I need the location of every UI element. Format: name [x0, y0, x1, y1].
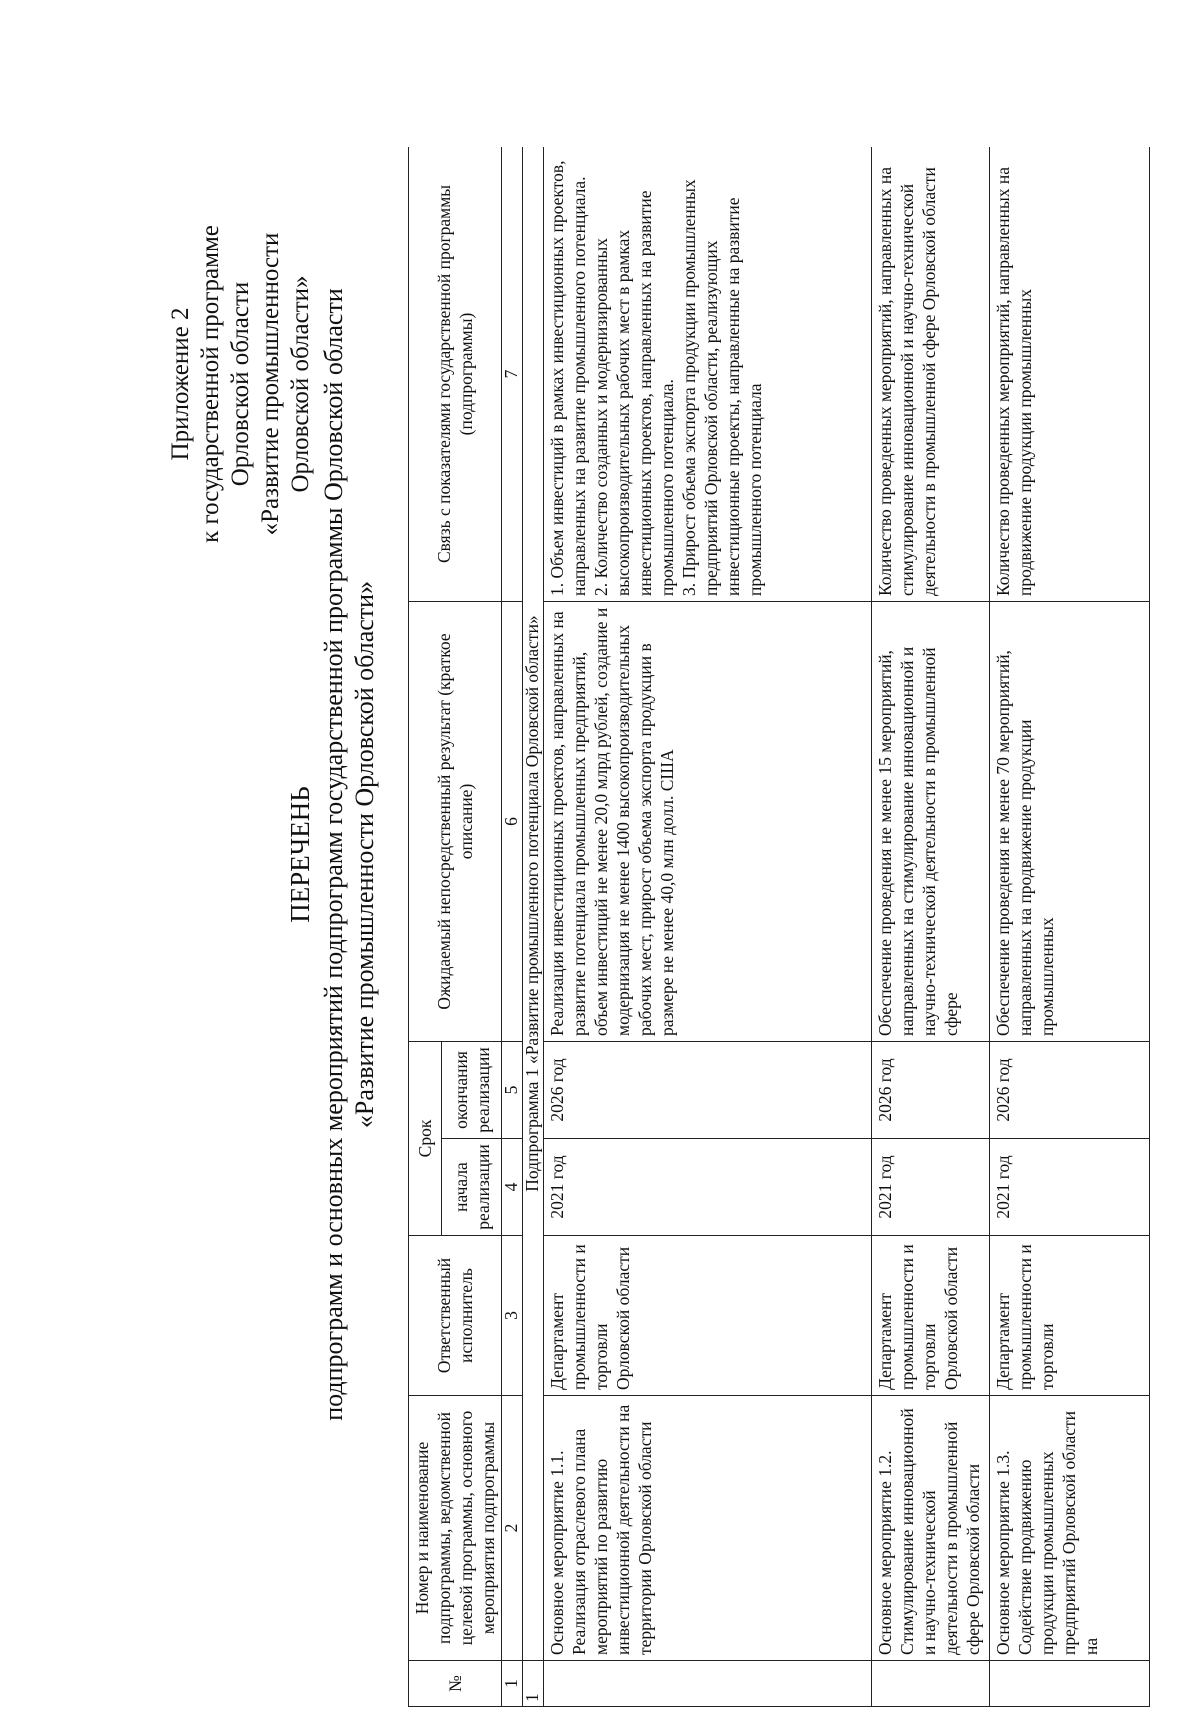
header-name: Номер и наименование подпрограммы, ведомственной целевой программы, основного мероприятия подпрограммы: [409, 1396, 502, 1661]
row-links: [872, 147, 990, 602]
row-executor: Департамент промышленности и торговли: [990, 1236, 1150, 1396]
appendix-line-3: «Развитие промышленности Орловской области»: [257, 232, 314, 536]
row-number: [544, 1661, 872, 1707]
link-item: 2. Количество созданных и модернизированных высокопроизводительных рабочих мест в рамках инвестиционных проектов, направленных на развитие промышленного потенциала.: [591, 190, 677, 596]
column-number: 3: [502, 1236, 523, 1396]
row-result: Обеспечение проведения не менее 70 мероприятий, направленных на продвижение продукции промышленных: [990, 602, 1150, 1042]
row-start: 2021 год: [990, 1139, 1150, 1236]
column-number: 5: [502, 1042, 523, 1139]
header-executor: Ответственный исполнитель: [409, 1236, 502, 1396]
appendix-line-1: Приложение 2: [167, 307, 194, 461]
row-start: 2021 год: [544, 1139, 872, 1236]
row-executor: Департамент промышленности и торговли Орловской области: [872, 1236, 990, 1396]
column-number: 1: [502, 1661, 523, 1707]
document-title: [285, 100, 380, 1609]
title-line-1: подпрограмм и основных мероприятий подпрограмм государственной программы Орловской области: [319, 288, 348, 1421]
column-number: 7: [502, 147, 523, 602]
row-links: [990, 147, 1150, 602]
row-name: Основное мероприятие 1.2. Стимулирование инновационной и научно-технической деятельности в промышленной сфере Орловской области: [872, 1396, 990, 1661]
row-end: 2026 год: [990, 1042, 1150, 1139]
row-result: Обеспечение проведения не менее 15 мероприятий, направленных на стимулирование инновационной и научно-технической деятельности в промышленной сфере: [872, 602, 990, 1042]
activities-table-wrapper: [408, 147, 1198, 1707]
table-row: [872, 147, 990, 1707]
row-executor: Департамент промышленности и торговли Орловской области: [544, 1236, 872, 1396]
table-row: [544, 147, 872, 1707]
column-numbers-row: [502, 147, 523, 1707]
header-number: №: [409, 1661, 502, 1707]
appendix-line-2: к государственной программе Орловской области: [197, 225, 254, 543]
header-end: окончания реализации: [442, 1042, 502, 1139]
activities-table: [408, 147, 1150, 1707]
title-heading: ПЕРЕЧЕНЬ: [285, 786, 315, 923]
row-end: 2026 год: [544, 1042, 872, 1139]
link-item: 3. Прирост объема экспорта продукции промышленных предприятий Орловской области, реализующих инвестиционные проекты, направленные на развитие промышленного потенциала: [679, 179, 765, 596]
row-name: Основное мероприятие 1.3. Содействие продвижению продукции промышленных предприятий Орловской области на: [990, 1396, 1150, 1661]
header-result: Ожидаемый непосредственный результат (краткое описание): [409, 602, 502, 1042]
column-number: 4: [502, 1139, 523, 1236]
header-links: Связь с показателями государственной программы (подпрограммы): [409, 147, 502, 602]
row-links: [544, 147, 872, 602]
column-number: 2: [502, 1396, 523, 1661]
header-start: начала реализации: [442, 1139, 502, 1236]
link-item: Количество проведенных мероприятий, направленных на стимулирование инновационной и научно-технической деятельности в промышленной сфере Орловской области: [875, 166, 939, 596]
column-number: 6: [502, 602, 523, 1042]
row-result: Реализация инвестиционных проектов, направленных на развитие потенциала промышленных предприятий, объем инвестиций не менее 20,0 млрд рублей, создание и модернизация не менее 1400 высокопроизводительных рабочих мест, прирост объема экспорта продукции в размере не менее 40,0 млн долл. США: [544, 602, 872, 1042]
subprogram-number: 1: [523, 1661, 544, 1707]
header-row-1: [409, 147, 442, 1707]
row-start: 2021 год: [872, 1139, 990, 1236]
row-name: Основное мероприятие 1.1. Реализация отраслевого плана мероприятий по развитию инвестиционной деятельности на территории Орловской области: [544, 1396, 872, 1661]
row-number: [872, 1661, 990, 1707]
subprogram-title: Подпрограмма 1 «Развитие промышленного потенциала Орловской области»: [523, 147, 544, 1661]
table-row: [990, 147, 1150, 1707]
subprogram-row: [523, 147, 544, 1707]
title-line-2: «Развитие промышленности Орловской области»: [350, 580, 379, 1129]
link-item: 1. Объем инвестиций в рамках инвестиционных проектов, направленных на развитие промышленного потенциала.: [547, 160, 589, 596]
row-end: 2026 год: [872, 1042, 990, 1139]
link-item: Количество проведенных мероприятий, направленных на продвижение продукции промышленных: [993, 166, 1035, 596]
header-term: Срок: [409, 1042, 442, 1236]
row-number: [990, 1661, 1150, 1707]
